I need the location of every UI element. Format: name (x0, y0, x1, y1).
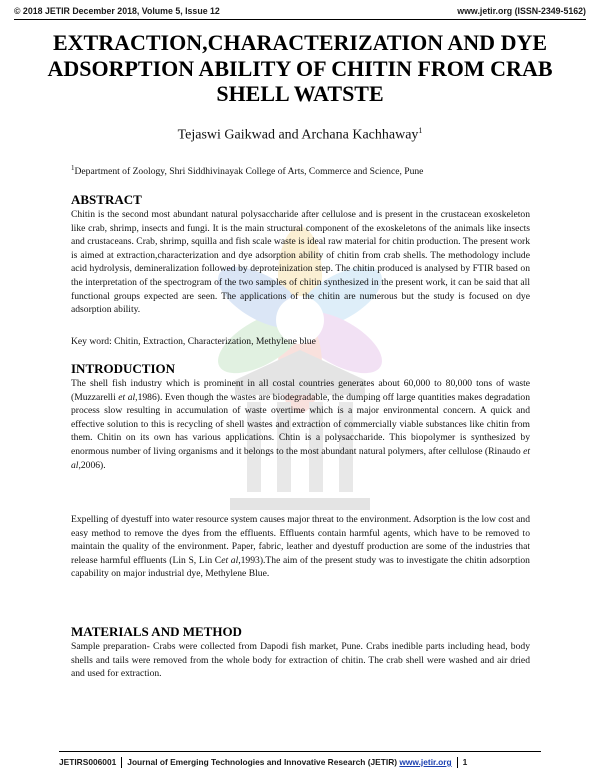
intro-p1-text-a: The shell fish industry which is prominent in all costal countries generates about 60,000 to 80,000 tons of waste (Muzzarelli (71, 378, 530, 403)
affiliation-mark: 1 (71, 164, 75, 172)
author-names: Tejaswi Gaikwad and Archana Kachhaway (177, 127, 419, 143)
author-affiliation-mark: 1 (418, 126, 423, 135)
footer-separator (121, 757, 122, 768)
affiliation-text: Department of Zoology, Shri Siddhivinayak College of Arts, Commerce and Science, Pune (74, 166, 424, 178)
intro-p1-etal-2: et al (71, 445, 530, 471)
intro-p1-text-b: ,1986). Even though the wastes are biodegradable, the dumping off large quantities makes degradation process slow resulting in accumulation of waste overtime which is a major environmental concern. A quick and effective solution to this is recycling of shell wastes and extraction of commercially viable substances like chitin from them. Chitin on its own has various applications. Chtin is a polysaccharide. This biopolymer is synthesized by enormous number of living organisms and it belongs to the most abundant natural polymers, after cellulose (Rinaudo (71, 391, 530, 457)
page-footer (59, 757, 541, 771)
header-divider (14, 19, 586, 20)
keywords: Key word: Chitin, Extraction, Characterization, Methylene blue (71, 336, 316, 347)
intro-p2-text-b: ,1993).The aim of the present study was to investigate the chitin adsorption capability on major industrial dye, Methylene Blue. (71, 554, 530, 580)
methods-text: Sample preparation- Crabs were collected from Dapodi fish market, Pune. Crabs inedible parts including head, body shells and tails were removed from the whole body for extraction of chitin. The crab shell were washed and air dried and used for extraction. (71, 641, 530, 680)
footer-site-link[interactable]: www.jetir.org (399, 757, 452, 767)
methods-heading: MATERIALS AND METHOD (71, 624, 242, 639)
intro-p2-etal: et al (221, 554, 239, 566)
header-issn: www.jetir.org (ISSN-2349-5162) (457, 6, 586, 16)
abstract-text: Chitin is the second most abundant natural polysaccharide after cellulose and is present in the crustacean exoskeleton like crab, shrimp, insects and fungi. It is the main structural component of the exoskeletons of the animals like insects and crustaceans. Crab, shrimp, squilla and fish scale waste is ideal raw material for chitin production. The present work is aimed at extraction,characterization and dye adsorption ability of chitin from crab shells. The methodology include acid hydrolysis, demineralization followed by deproteinization step. The chitin produced is analysed by FTIR based on the interpretation of the spectrogram of the two samples of chitin synthesized in the present work, it can be said that all functional groups expected are seen. The applications of the chitin are numerous but the study is focused on dye adsorption ability. (71, 209, 530, 316)
introduction-heading: INTRODUCTION (71, 361, 176, 376)
footer-paper-id: JETIRS006001 (59, 757, 117, 767)
footer-journal-name: Journal of Emerging Technologies and Innovative Research (JETIR) (127, 757, 398, 767)
page-header (14, 6, 586, 20)
intro-p1-etal-1: et al (118, 391, 136, 403)
abstract-heading: ABSTRACT (71, 192, 142, 207)
introduction-paragraph-1 (71, 377, 530, 472)
paper-title: EXTRACTION,CHARACTERIZATION AND DYE ADSORPTION ABILITY OF CHITIN FROM CRAB SHELL WATSTE (47, 30, 553, 106)
affiliation (71, 164, 551, 177)
header-journal-info: © 2018 JETIR December 2018, Volume 5, Issue 12 (14, 6, 220, 16)
footer-separator (457, 757, 458, 768)
footer-page-number: 1 (462, 757, 468, 767)
authors-line (0, 126, 600, 144)
introduction-paragraph-2 (71, 513, 530, 581)
intro-p1-text-c: ,2006). (78, 459, 106, 471)
intro-p2-text-a: Expelling of dyestuff into water resource system causes major threat to the environment. Adsorption is the low cost and easy method to remove the dyes from the effluents. Effluents contain harmful agents, which have to be removed to maintain the quality of the environment. Paper, fabric, leather and dyestuff production are some of the industries that release harmful effluents (Lin S, Lin C (71, 514, 530, 566)
footer-divider (59, 751, 541, 752)
